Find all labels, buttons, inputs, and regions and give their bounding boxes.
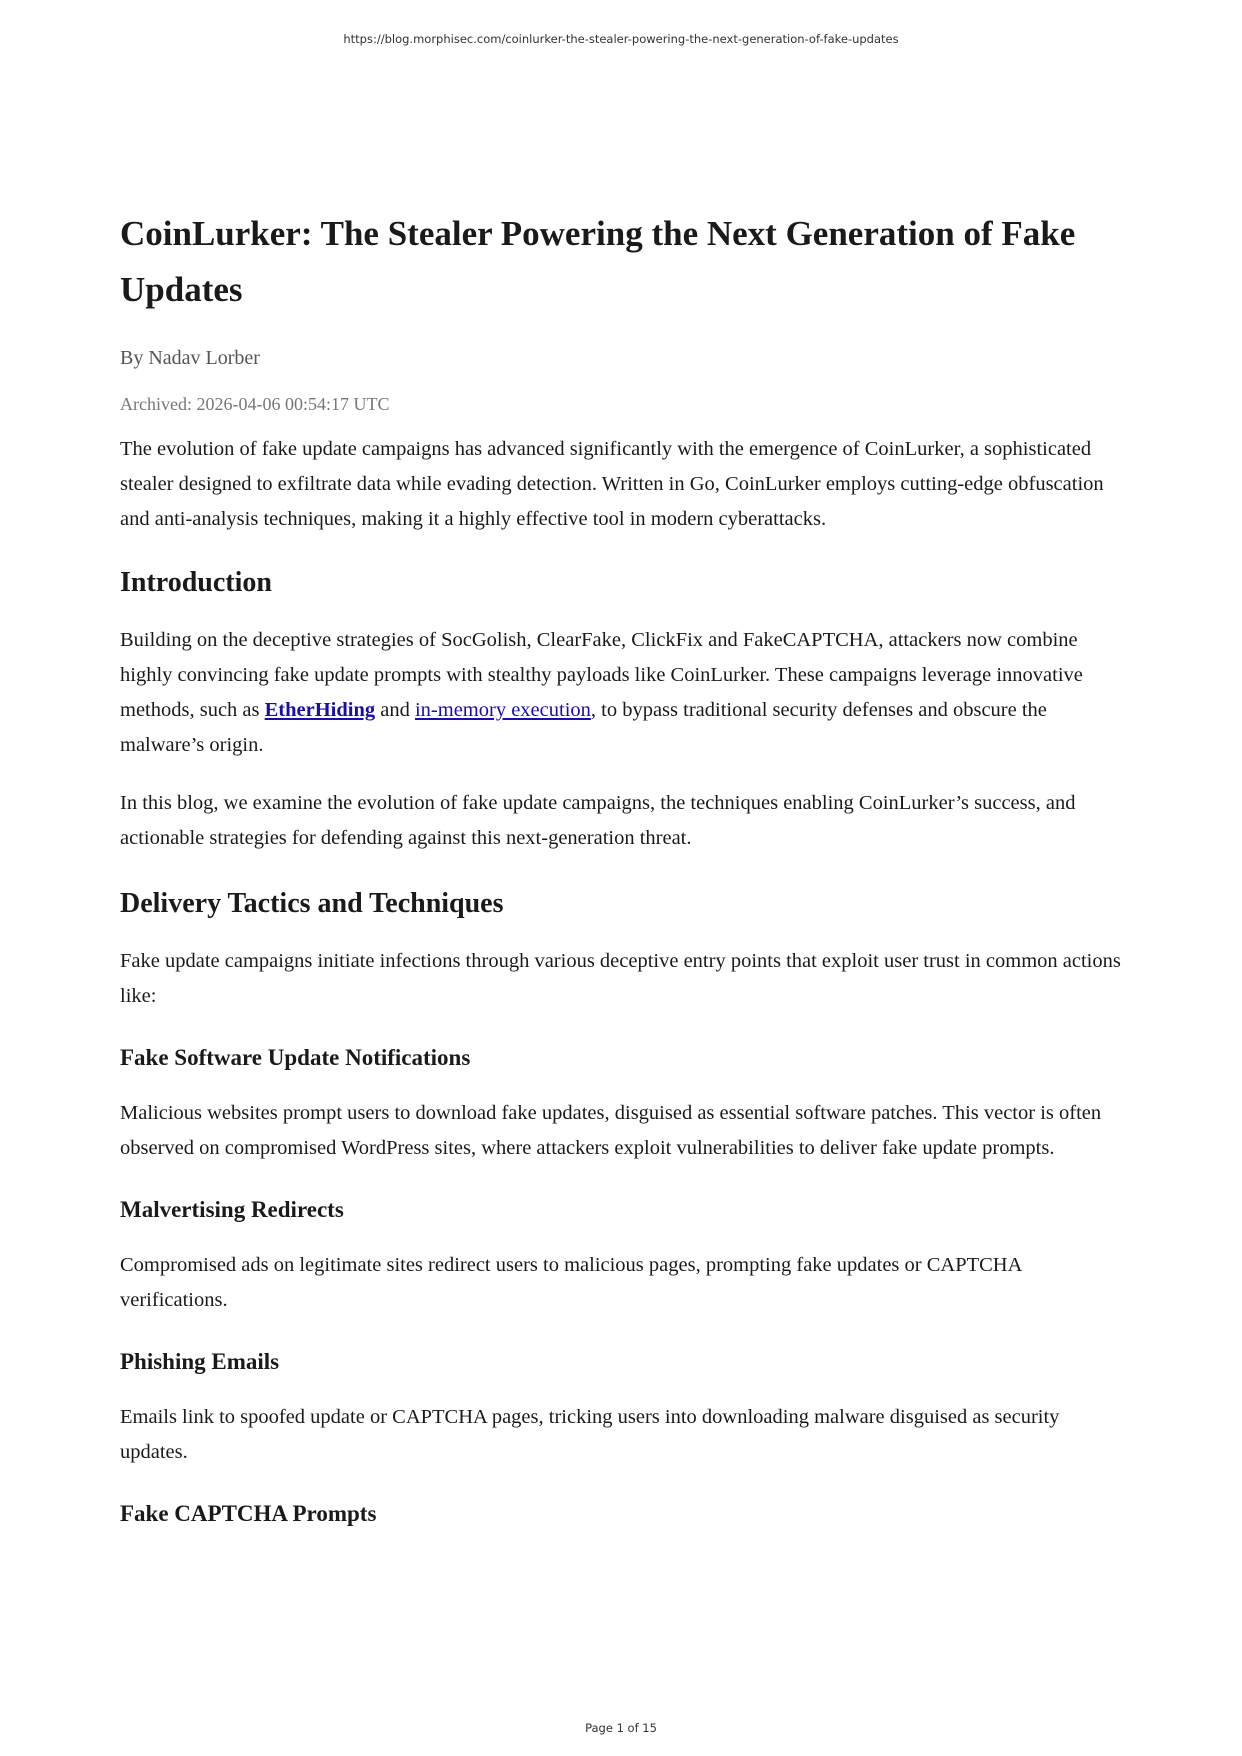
article-title: CoinLurker: The Stealer Powering the Next Generation of Fake Updates bbox=[120, 214, 1076, 309]
fake-captcha-heading: Fake CAPTCHA Prompts bbox=[120, 1501, 377, 1526]
intro-p1-text-between: and bbox=[375, 699, 415, 721]
source-url: https://blog.morphisec.com/coinlurker-the-stealer-powering-the-next-generation-of-fake-updates bbox=[343, 32, 899, 46]
introduction-paragraph-2: In this blog, we examine the evolution of fake update campaigns, the techniques enabling CoinLurker’s success, and actionable strategies for defending against this next-generation threat. bbox=[120, 792, 1076, 849]
delivery-intro-paragraph: Fake update campaigns initiate infections through various deceptive entry points that exploit user trust in common actions like: bbox=[120, 950, 1121, 1007]
delivery-heading: Delivery Tactics and Techniques bbox=[120, 888, 504, 919]
phishing-emails-heading: Phishing Emails bbox=[120, 1349, 280, 1374]
page-number: Page 1 of 15 bbox=[585, 1721, 657, 1735]
in-memory-execution-link[interactable]: in-memory execution bbox=[414, 699, 591, 721]
malvertising-heading: Malvertising Redirects bbox=[120, 1197, 344, 1222]
intro-paragraph: The evolution of fake update campaigns has advanced significantly with the emergence of CoinLurker, a sophisticated stealer designed to exfiltrate data while evading detection. Written in Go, CoinLurker employs cutting-edge obfuscation and anti-analysis techniques, making it a highly effective tool in modern cyberattacks. bbox=[120, 438, 1104, 530]
malvertising-paragraph: Compromised ads on legitimate sites redirect users to malicious pages, prompting fake updates or CAPTCHA verifications. bbox=[120, 1254, 1022, 1311]
fake-software-update-paragraph: Malicious websites prompt users to download fake updates, disguised as essential software patches. This vector is often observed on compromised WordPress sites, where attackers exploit vulnerabilities to deliver fake update prompts. bbox=[120, 1102, 1102, 1159]
archived-timestamp: Archived: 2026-04-06 00:54:17 UTC bbox=[120, 394, 390, 414]
introduction-heading: Introduction bbox=[120, 567, 272, 598]
etherhiding-link[interactable]: EtherHiding bbox=[264, 699, 376, 721]
article bbox=[120, 206, 1130, 1530]
introduction-paragraph-1 bbox=[120, 623, 1130, 763]
fake-software-update-heading: Fake Software Update Notifications bbox=[120, 1045, 471, 1070]
phishing-emails-paragraph: Emails link to spoofed update or CAPTCHA pages, tricking users into downloading malware disguised as security updates. bbox=[120, 1406, 1060, 1463]
author-byline: By Nadav Lorber bbox=[120, 347, 260, 369]
intro-p1-text-before: Building on the deceptive strategies of SocGolish, ClearFake, ClickFix and FakeCAPTCHA, attackers now combine highly convincing fake update prompts with stealthy payloads like CoinLurker. These campaigns leverage innovative methods, such as bbox=[120, 629, 1083, 721]
intro-p1-text-after: , to bypass traditional security defenses and obscure the malware’s origin. bbox=[120, 699, 1047, 756]
